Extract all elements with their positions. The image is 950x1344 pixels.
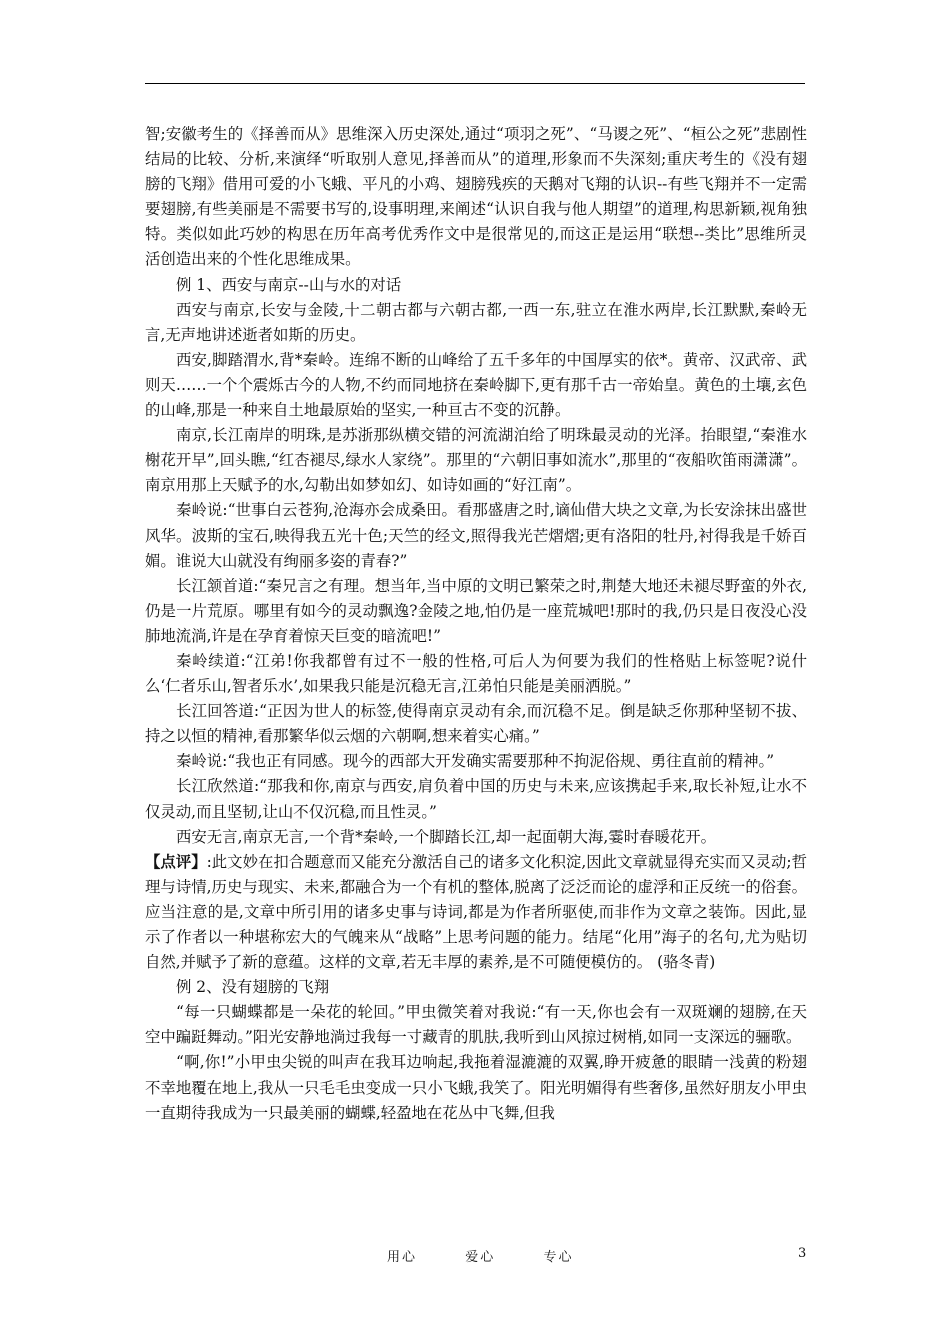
paragraph: 智;安徽考生的《择善而从》思维深入历史深处,通过“项羽之死”、“马谡之死”、“桓公之死”悲剧性结局的比较、分析,来演绎“听取别人意见,择善而从”的道理,形象而不失深刻;重庆考生的《没有翅膀的飞翔》借用可爱的小飞蛾、平凡的小鸡、翅膀残疾的天鹅对飞翔的认识--有些飞翔并不一定需要翅膀,有些美丽是不需要书写的,设事明理,来阐述“认识自我与他人期望”的道理,构思新颖,视角独特。类似如此巧妙的构思在历年高考优秀作文中是很常见的,而这正是运用“联想--类比”思维所灵活创造出来的个性化思维成果。 [145,125,807,269]
paragraph: 秦岭说:“世事白云苍狗,沧海亦会成桑田。看那盛唐之时,谪仙借大块之文章,为长安涂抹出盛世风华。波斯的宝石,映得我五光十色;天竺的经文,照得我光芒熠熠;更有洛阳的牡丹,衬得我是千娇百媚。谁说大山就没有绚丽多姿的青春?” [145,501,807,570]
paragraph: 长江欣然道:“那我和你,南京与西安,肩负着中国的历史与未来,应该携起手来,取长补短,让水不仅灵动,而且坚韧,让山不仅沉稳,而且性灵。” [145,777,807,821]
footer-text: 用心 爱心 专心 [387,1250,574,1265]
example-heading: 例 1、西安与南京--山与水的对话 [176,275,402,294]
paragraph: 长江回答道:“正因为世人的标签,使得南京灵动有余,而沉稳不足。倒是缺乏你那种坚韧不拔、持之以恒的精神,看那繁华似云烟的六朝啊,想来着实心痛。” [145,702,807,746]
comment-tag: 【点评】 [145,852,207,871]
paragraph: 西安与南京,长安与金陵,十二朝古都与六朝古都,一西一东,驻立在淮水两岸,长江默默,秦岭无言,无声地讲述逝者如斯的历史。 [145,300,807,344]
paragraph: 秦岭说:“我也正有同感。现今的西部大开发确实需要那种不拘泥俗规、勇往直前的精神。” [176,752,775,771]
comment-text: :此文妙在扣合题意而又能充分激活自己的诸多文化积淀,因此文章就显得充实而又灵动;哲理与诗情,历史与现实、未来,都融合为一个有机的整体,脱离了泛泛而论的虚浮和正反统一的俗套。应当注意的是,文章中所引用的诸多史事与诗词,都是为作者所驱使,而非作为文章之装饰。因此,显示了作者以一种堪称宏大的气魄来从“战略”上思考问题的能力。结尾“化用”海子的名句,尤为贴切自然,并赋予了新的意蕴。这样的文章,若无丰厚的素养,是不可随便模仿的。 (骆冬青) [145,852,807,972]
comment-paragraph [145,850,807,975]
paragraph: “啊,你!”小甲虫尖锐的叫声在我耳边响起,我拖着湿漉漉的双翼,睁开疲惫的眼睛一浅黄的粉翅不幸地覆在地上,我从一只毛毛虫变成一只小飞蛾,我笑了。阳光明媚得有些奢侈,虽然好朋友小甲虫一直期待我成为一只最美丽的蝴蝶,轻盈地在花丛中飞舞,但我 [145,1053,807,1122]
header-rule [145,83,805,84]
paragraph: “每一只蝴蝶都是一朵花的轮回。”甲虫微笑着对我说:“有一天,你也会有一双斑斓的翅膀,在天空中蹁跹舞动。”阳光安静地淌过我每一寸藏青的肌肤,我听到山风掠过树梢,如同一支深远的骊歌。 [145,1003,807,1047]
body-text [145,122,807,1126]
paragraph: 秦岭续道:“江弟!你我都曾有过不一般的性格,可后人为何要为我们的性格贴上标签呢?说什么‘仁者乐山,智者乐水’,如果我只能是沉稳无言,江弟怕只能是美丽洒脱。” [145,651,807,696]
paragraph: 长江颔首道:“秦兄言之有理。想当年,当中原的文明已繁荣之时,荆楚大地还未褪尽野蛮的外衣,仍是一片荒原。哪里有如今的灵动飘逸?金陵之地,怕仍是一座荒城吧!那时的我,仍只是日夜没心没肺地流淌,许是在孕育着惊天巨变的暗流吧!” [145,576,807,645]
example-heading: 例 2、没有翅膀的飞翔 [176,978,330,997]
page-number: 3 [798,1246,807,1261]
paragraph: 西安,脚踏渭水,背*秦岭。连绵不断的山峰给了五千多年的中国厚实的依*。黄帝、汉武帝、武则天……一个个震烁古今的人物,不约而同地挤在秦岭脚下,更有那千古一帝始皇。黄色的土壤,玄色的山峰,那是一种来自土地最原始的坚实,一种亘古不变的沉静。 [145,350,807,420]
paragraph: 南京,长江南岸的明珠,是苏浙那纵横交错的河流湖泊给了明珠最灵动的光泽。抬眼望,“秦淮水榭花开早”,回头瞧,“红杏褪尽,绿水人家绕”。那里的“六朝旧事如流水”,那里的“夜船吹笛雨潇潇”。南京用那上天赋予的水,勾勒出如梦如幻、如诗如画的“好江南”。 [145,426,807,495]
paragraph: 西安无言,南京无言,一个背*秦岭,一个脚踏长江,却一起面朝大海,霎时春暖花开。 [176,827,717,846]
